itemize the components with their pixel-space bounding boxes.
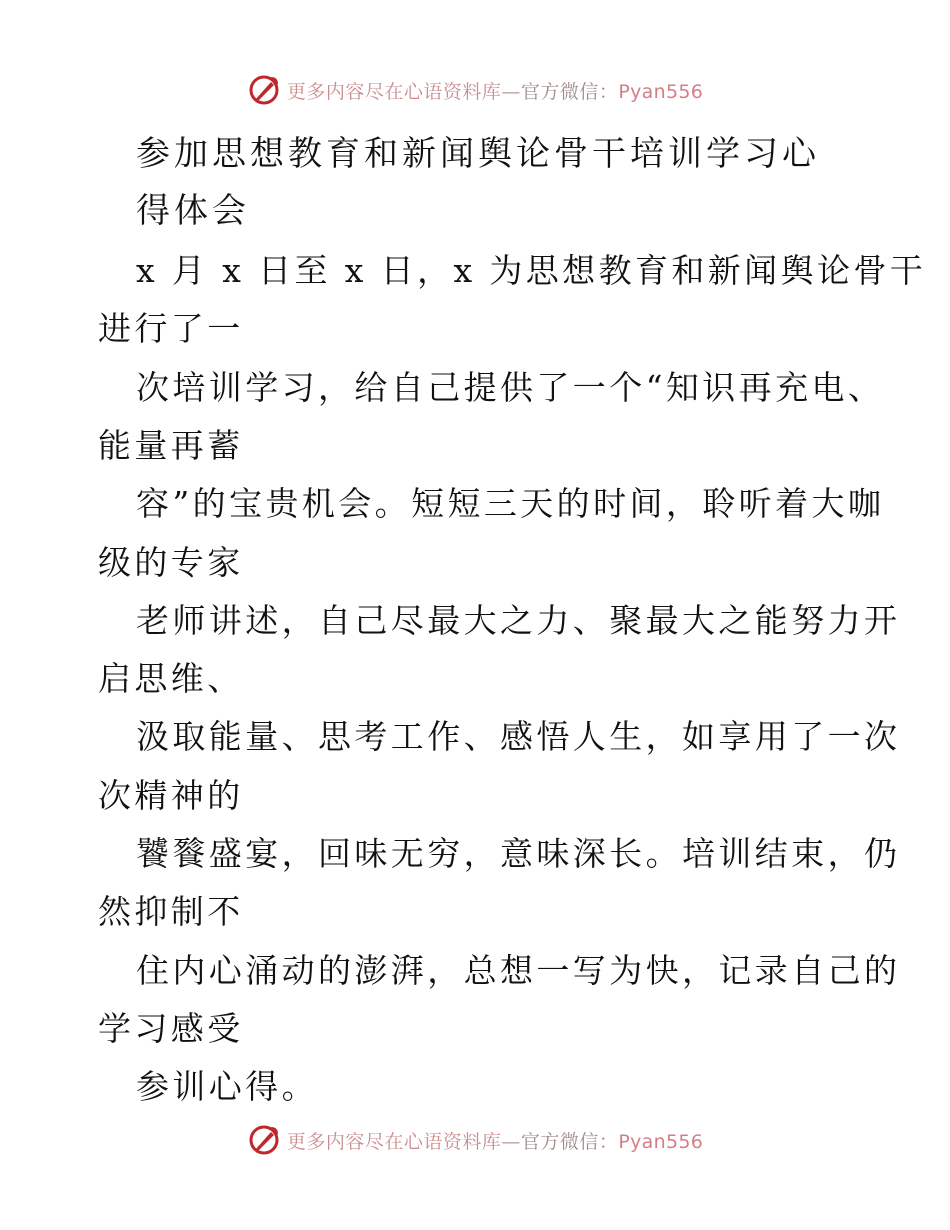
body-line: 汲取能量、思考工作、感悟人生，如享用了一次 [136,717,901,756]
document-title-line-2: 得体会 [136,191,250,231]
body-line: 次培训学习，给自己提供了一个“知识再充电、 [136,368,885,407]
footer-banner [0,1120,950,1160]
document-title-line-1: 参加思想教育和新闻舆论骨干培训学习心 [136,134,820,174]
footer-banner-text [287,1127,703,1154]
header-banner-text [287,77,703,104]
body-line: 住内心涌动的澎湃，总想一写为快，记录自己的 [136,951,901,990]
body-line: 能量再蓄 [98,426,244,465]
body-line: 启思维、 [98,659,244,698]
body-line: 学习感受 [98,1009,244,1048]
body-line: 级的专家 [98,543,244,582]
body-line: 进行了一 [98,309,244,348]
quill-logo-icon [247,1123,281,1157]
body-line: 老师讲述，自己尽最大之力、聚最大之能努力开 [136,601,901,640]
body-line: 参训心得。 [136,1067,318,1106]
wechat-handle: Pyan556 [618,1130,704,1153]
body-line: 然抑制不 [98,892,244,931]
wechat-label: 官方微信： [520,1130,619,1153]
wechat-handle: Pyan556 [618,80,704,103]
header-banner [0,70,950,110]
promo-text: 更多内容尽在心语资料库 [286,1130,502,1153]
quill-logo-icon [247,73,281,107]
body-line: x 月 x 日至 x 日，x 为思想教育和新闻舆论骨干 [136,251,927,290]
body-line: 饕餮盛宴，回味无穷，意味深长。培训结束，仍 [136,834,901,873]
promo-text: 更多内容尽在心语资料库 [286,80,502,103]
wechat-label: 官方微信： [520,80,619,103]
banner-dash: — [501,80,521,103]
banner-dash: — [501,1130,521,1153]
body-line: 次精神的 [98,776,244,815]
body-line: 容”的宝贵机会。短短三天的时间，聆听着大咖 [136,484,885,523]
